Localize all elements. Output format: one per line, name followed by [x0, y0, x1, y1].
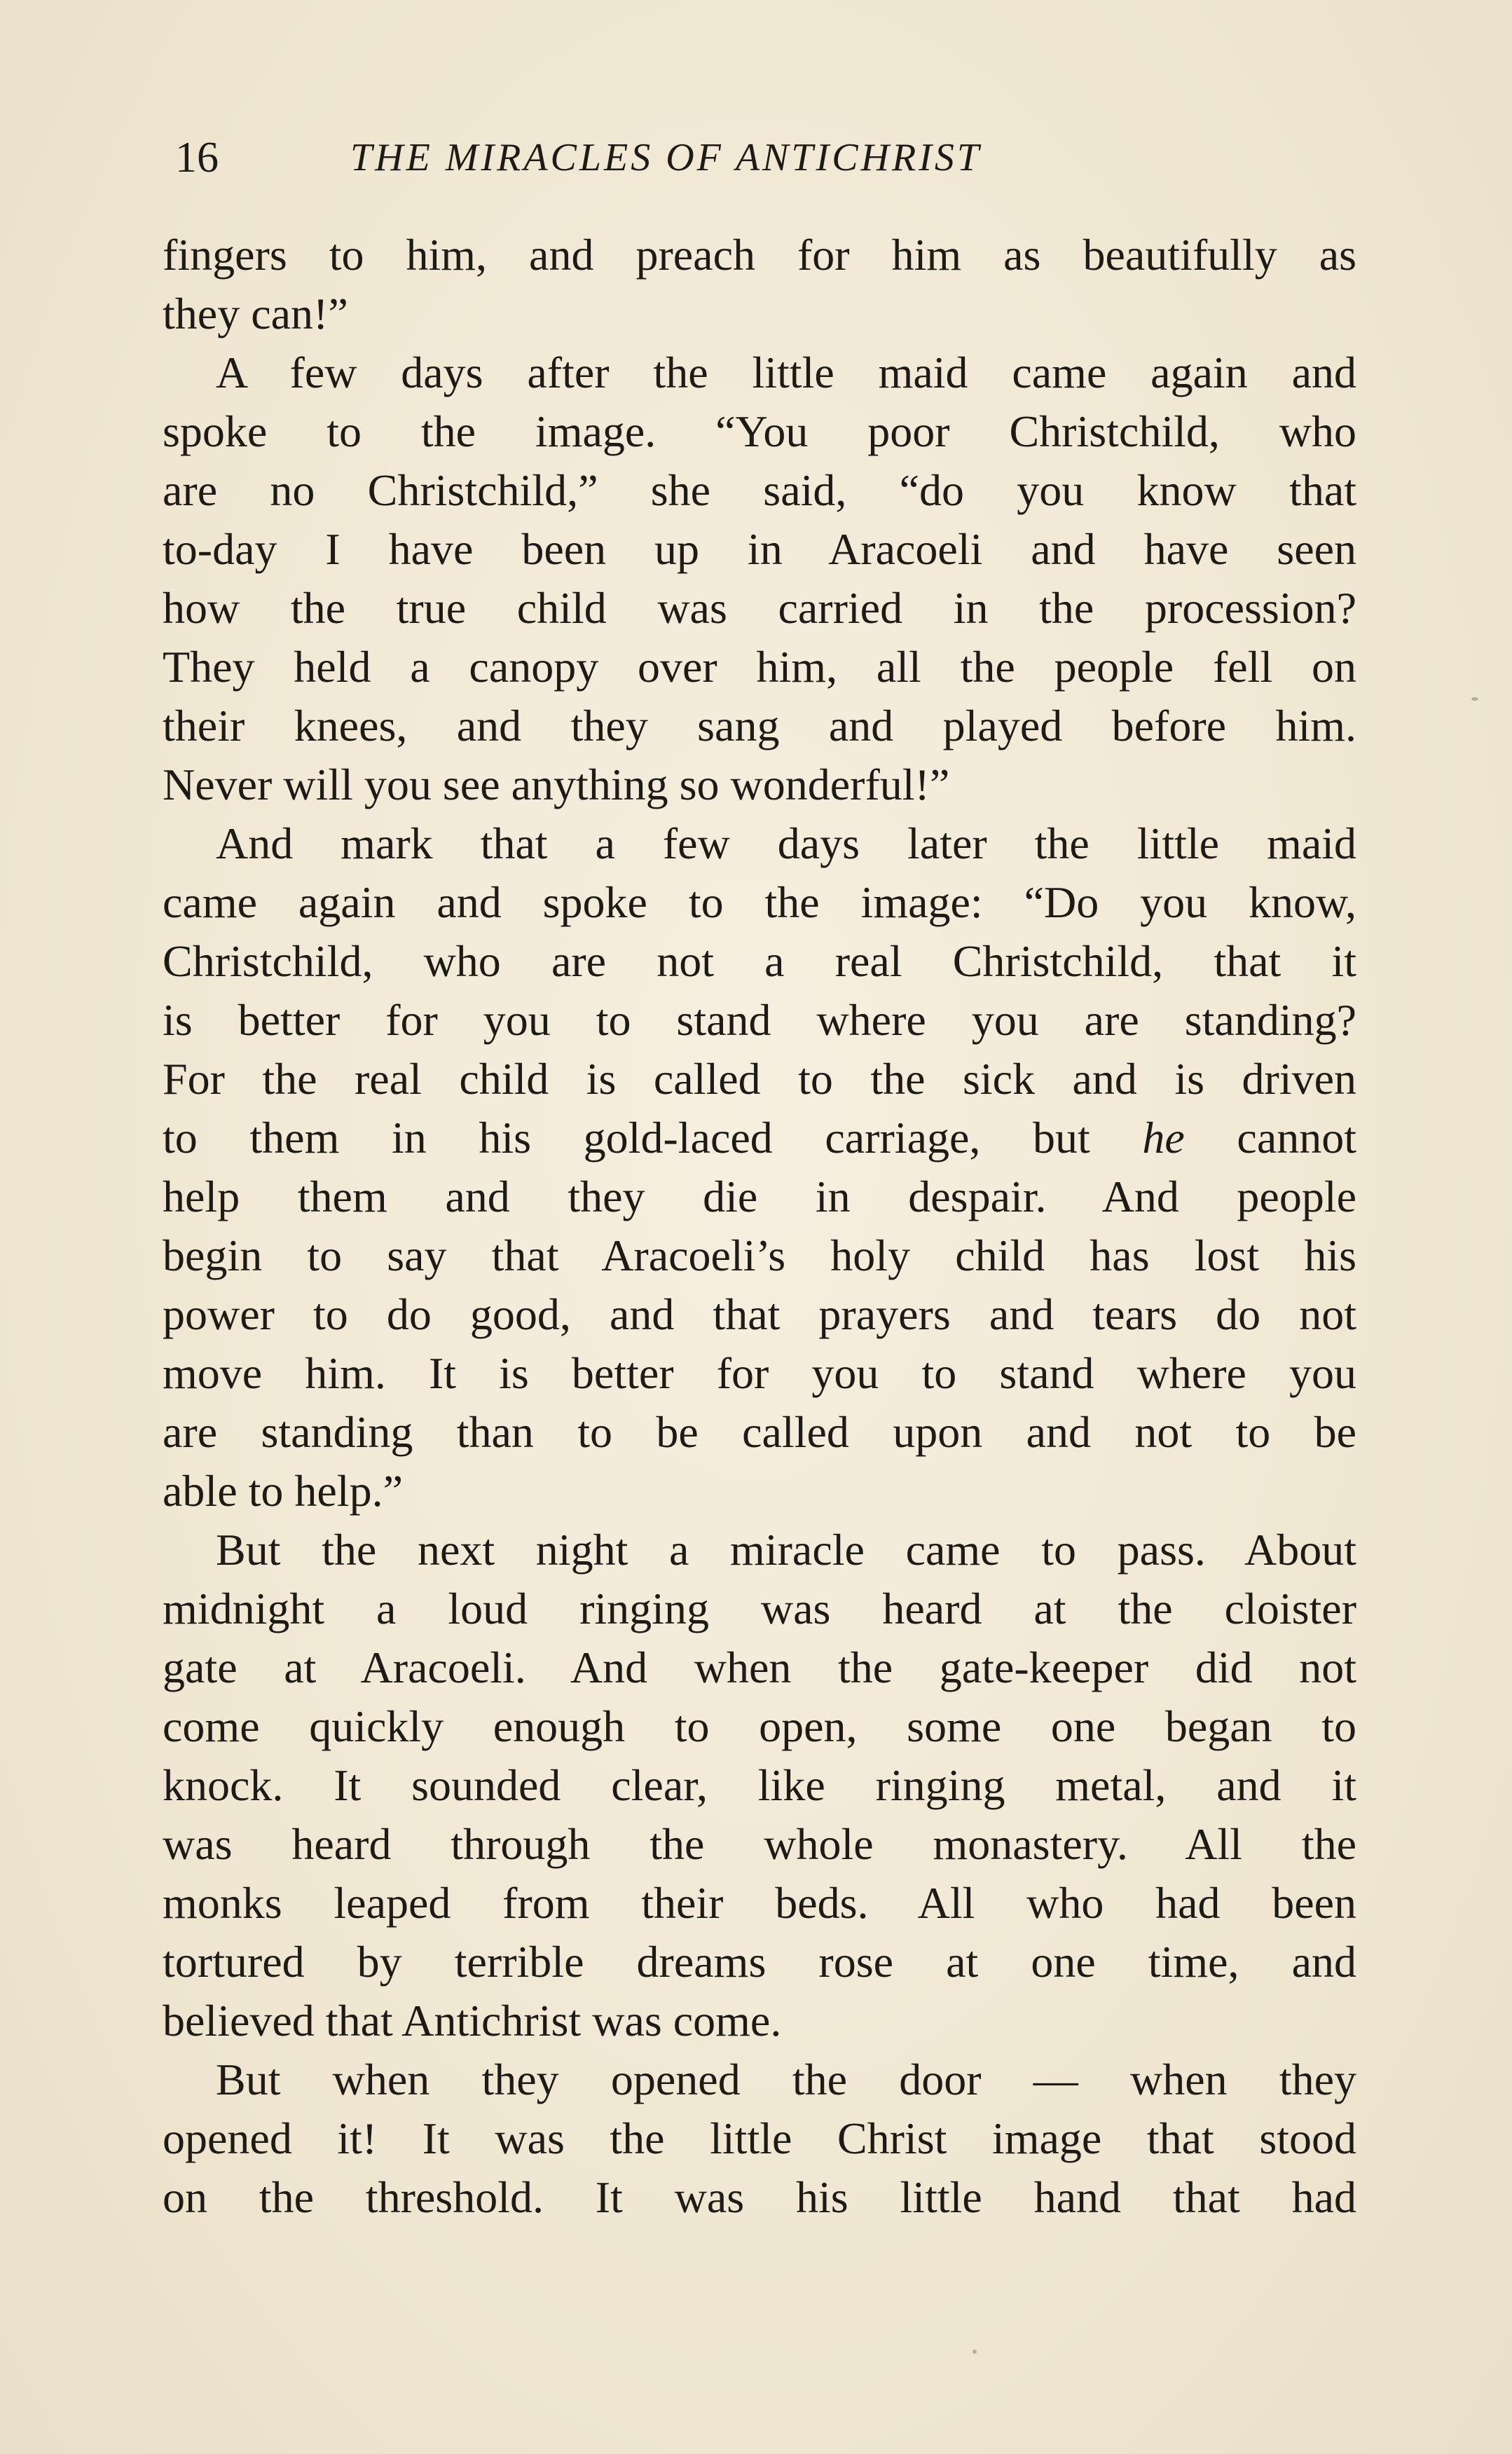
text-line: tortured by terrible dreams rose at one time, and — [163, 1937, 1356, 1987]
text-line: how the true child was carried in the procession? — [163, 583, 1356, 633]
text-line: their knees, and they sang and played before him. — [163, 701, 1356, 750]
page-number: 16 — [175, 134, 219, 181]
text-line: move him. It is better for you to stand where you — [163, 1348, 1356, 1398]
paragraph-first-line: But when they opened the door — when they — [216, 2055, 1356, 2104]
text-line: Christchild, who are not a real Christchild, that it — [163, 936, 1356, 986]
text-line: Never will you see anything so wonderful!” — [163, 760, 950, 809]
text-line: gate at Aracoeli. And when the gate-keeper did not — [163, 1643, 1356, 1692]
text-line: come quickly enough to open, some one began to — [163, 1701, 1356, 1751]
text-line: they can!” — [163, 289, 348, 338]
text-line: monks leaped from their beds. All who had been — [163, 1878, 1356, 1928]
paragraph-first-line: And mark that a few days later the little maid — [216, 818, 1356, 868]
text-line: midnight a loud ringing was heard at the cloister — [163, 1584, 1356, 1633]
text-segment: to them in his gold-laced carriage, but — [163, 1113, 1090, 1163]
text-line-with-emphasis — [163, 1109, 1356, 1167]
paragraph-first-line: But the next night a miracle came to pass. About — [216, 1525, 1356, 1575]
text-segment: cannot — [1237, 1113, 1356, 1163]
running-head: THE MIRACLES OF ANTICHRIST — [350, 136, 982, 179]
text-line: They held a canopy over him, all the people fell on — [163, 642, 1356, 692]
text-line: begin to say that Aracoeli’s holy child has lost his — [163, 1231, 1356, 1280]
emphasized-word: he — [1142, 1113, 1185, 1163]
text-line: came again and spoke to the image: “Do you know, — [163, 877, 1356, 927]
text-line: believed that Antichrist was come. — [163, 1996, 782, 2045]
text-line: was heard through the whole monastery. All the — [163, 1819, 1356, 1869]
text-line: fingers to him, and preach for him as beautifully as — [163, 230, 1356, 280]
text-line: able to help.” — [163, 1466, 403, 1516]
text-line: help them and they die in despair. And people — [163, 1172, 1356, 1221]
text-line: to-day I have been up in Aracoeli and have seen — [163, 524, 1356, 574]
text-line: knock. It sounded clear, like ringing metal, and it — [163, 1760, 1356, 1810]
text-line: spoke to the image. “You poor Christchild, who — [163, 406, 1356, 456]
text-line: on the threshold. It was his little hand that had — [163, 2172, 1356, 2222]
paper-speck — [973, 2350, 977, 2354]
text-line: are no Christchild,” she said, “do you know that — [163, 465, 1356, 515]
body-text — [163, 226, 1356, 2227]
text-line: opened it! It was the little Christ image that stood — [163, 2113, 1356, 2163]
text-line: power to do good, and that prayers and tears do not — [163, 1289, 1356, 1339]
text-line: are standing than to be called upon and not to be — [163, 1407, 1356, 1457]
page-header — [175, 126, 1240, 189]
paper-speck — [1471, 697, 1478, 701]
text-line: is better for you to stand where you are standing? — [163, 995, 1356, 1045]
paragraph-first-line: A few days after the little maid came again and — [216, 348, 1356, 397]
text-line: For the real child is called to the sick and is driven — [163, 1054, 1356, 1104]
